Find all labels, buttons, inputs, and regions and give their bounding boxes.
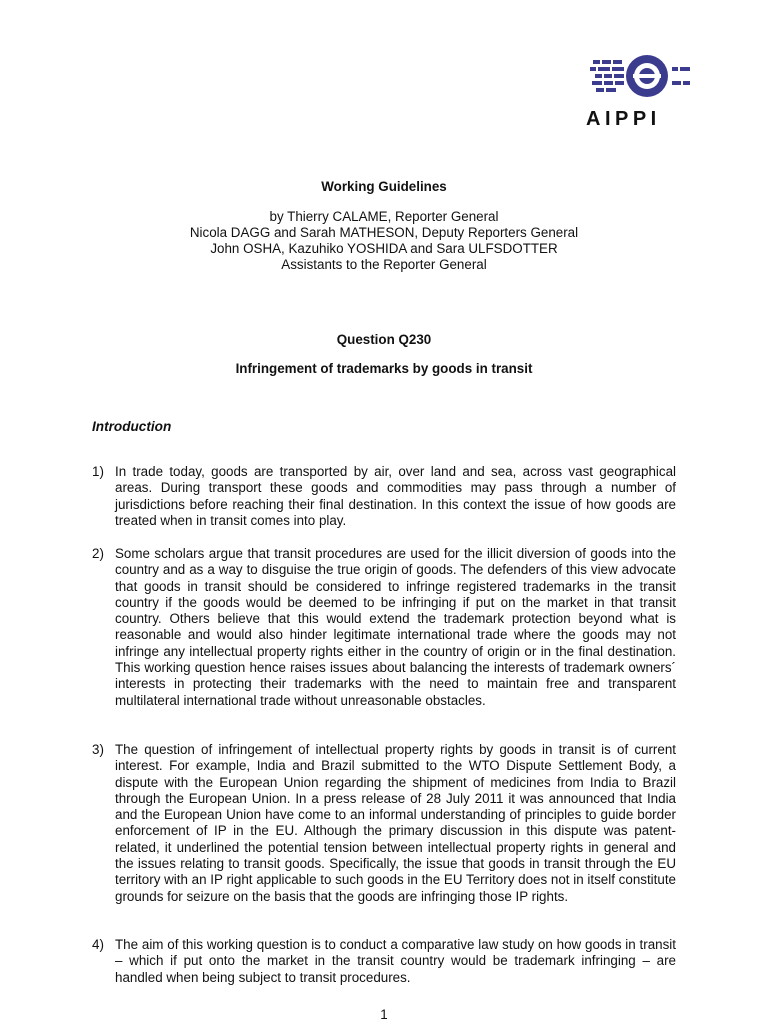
logo-wordmark: AIPPI xyxy=(586,108,661,130)
author-line: by Thierry CALAME, Reporter General xyxy=(269,209,499,224)
paragraph xyxy=(92,937,676,986)
paragraph-text: Some scholars argue that transit procedures are used for the illicit diversion of goods into the country and as a way to disguise the true origin of goods. The defenders of this view advocate that goods in transit should be considered to infringe registered trademarks in the transit country if the goods would be deemed to be infringing if put on the market in that transit country. Others believe that this would extend the trademark protection beyond what is reasonable and would also hinder legitimate international trade where the goods may not infringe any intellectual property rights either in the country of origin or in the final destination. This working question hence raises issues about balancing the interests of trademark owners´ interests in protecting their trademarks with the need to maintain free and transparent multilateral international trade without unreasonable obstacles. xyxy=(115,546,676,708)
paragraph-text: The question of infringement of intellectual property rights by goods in transit is of current interest. For example, India and Brazil submitted to the WTO Dispute Settlement Body, a dispute with the European Union regarding the shipment of medicines from India to Brazil through the European Union. In a press release of 28 July 2011 it was announced that India and the European Union have come to an informal understanding of principles to guide border enforcement of IP in the EU. Although the primary discussion in this dispute was patent-related, it underlined the potential tension between intellectual property rights in general and the issues relating to transit goods. Specifically, the issue that goods in transit through the EU territory with an IP right applicable to such goods in the EU Territory does not in itself constitute grounds for seizure on the basis that the goods are infringing those IP rights. xyxy=(115,742,676,904)
paragraph-number: 4) xyxy=(92,937,104,952)
paragraph-number: 2) xyxy=(92,546,104,561)
paragraph xyxy=(92,546,676,709)
paragraph xyxy=(92,742,676,905)
page-number: 1 xyxy=(380,1007,388,1022)
paragraph-text: The aim of this working question is to conduct a comparative law study on how goods in transit – which if put onto the market in the transit country would be trademark infringing – are handled when being subject to transit procedures. xyxy=(115,937,676,985)
author-line: John OSHA, Kazuhiko YOSHIDA and Sara ULFSDOTTER xyxy=(210,241,558,256)
question-title: Infringement of trademarks by goods in transit xyxy=(235,361,533,376)
author-line: Nicola DAGG and Sarah MATHESON, Deputy Reporters General xyxy=(189,225,579,240)
author-line: Assistants to the Reporter General xyxy=(281,257,487,272)
paragraph-number: 1) xyxy=(92,464,104,479)
question-number: Question Q230 xyxy=(336,332,432,347)
paragraph xyxy=(92,464,676,529)
paragraph-number: 3) xyxy=(92,742,104,757)
section-heading: Introduction xyxy=(92,419,172,434)
document-title: Working Guidelines xyxy=(321,179,447,194)
paragraph-text: In trade today, goods are transported by air, over land and sea, across vast geographical areas. During transport these goods and commodities may pass through a number of jurisdictions before reaching their final destination. In this context the issue of how goods are treated when in transit comes into play. xyxy=(115,464,676,528)
